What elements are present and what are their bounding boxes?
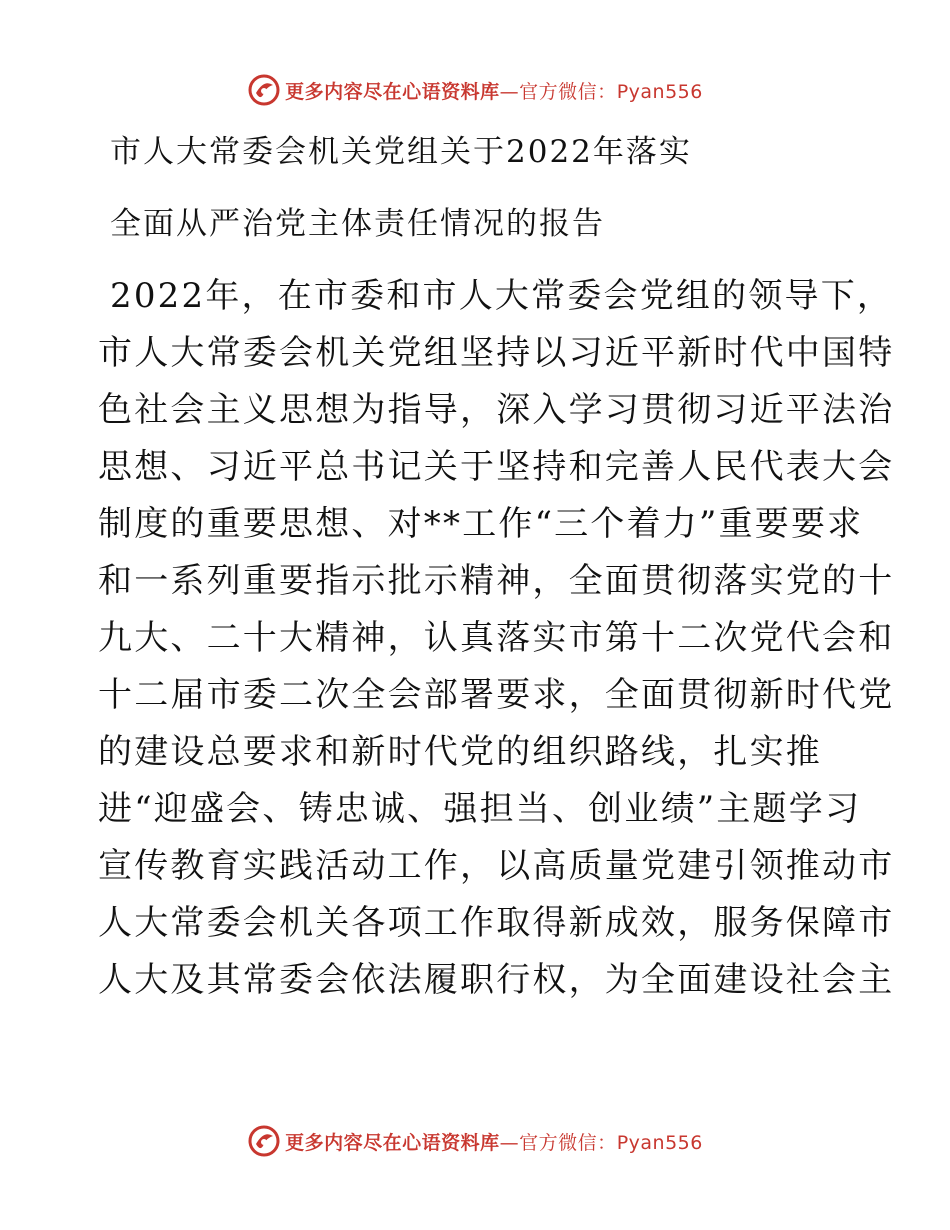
body-line: 和一系列重要指示批示精神，全面贯彻落实党的十 [98, 561, 895, 601]
body-line: 人大常委会机关各项工作取得新成效，服务保障市 [98, 903, 895, 943]
body-line: 进“迎盛会、铸忠诚、强担当、创业绩”主题学习 [98, 789, 862, 829]
body-line: 人大及其常委会依法履职行权，为全面建设社会主 [98, 960, 895, 1000]
body-line: 的建设总要求和新时代党的组织路线，扎实推 [98, 732, 822, 772]
body-line: 思想、习近平总书记关于坚持和完善人民代表大会 [98, 447, 895, 487]
watermark-banner-top [0, 70, 950, 110]
watermark-text: 更多内容尽在心语资料库—官方微信：Pyan556 [285, 1131, 703, 1154]
body-line: 2022年，在市委和市人大常委会党组的领导下， [110, 276, 894, 316]
logo-icon [247, 73, 281, 107]
document-title-line-1: 市人大常委会机关党组关于2022年落实 [110, 134, 692, 170]
body-line: 十二届市委二次全会部署要求，全面贯彻新时代党 [98, 675, 895, 715]
body-line: 九大、二十大精神，认真落实市第十二次党代会和 [98, 618, 895, 658]
document-body [98, 268, 895, 1009]
document-title-line-2: 全面从严治党主体责任情况的报告 [110, 206, 605, 242]
body-line: 市人大常委会机关党组坚持以习近平新时代中国特 [98, 333, 895, 373]
body-line: 色社会主义思想为指导，深入学习贯彻习近平法治 [98, 390, 895, 430]
watermark-text: 更多内容尽在心语资料库—官方微信：Pyan556 [285, 80, 703, 103]
body-line: 制度的重要思想、对**工作“三个着力”重要要求 [98, 504, 864, 544]
watermark-banner-bottom [0, 1121, 950, 1161]
body-line: 宣传教育实践活动工作，以高质量党建引领推动市 [98, 846, 895, 886]
logo-icon [247, 1124, 281, 1158]
